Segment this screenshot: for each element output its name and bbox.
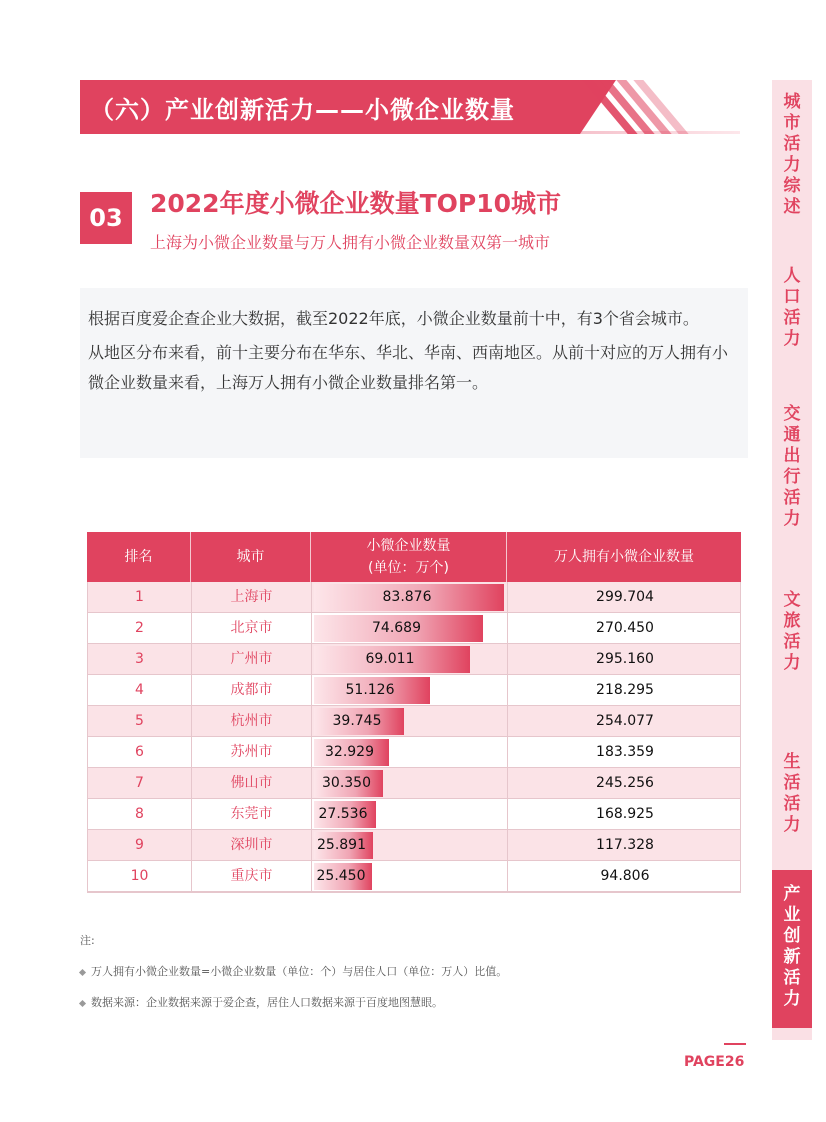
cell-rank: 5 — [88, 706, 192, 737]
section-title: 2022年度小微企业数量TOP10城市 — [150, 189, 561, 218]
cell-city: 上海市 — [192, 582, 312, 613]
cell-city: 广州市 — [192, 644, 312, 675]
cell-rank: 10 — [88, 861, 192, 892]
header-count-line2: (单位：万个) — [368, 560, 449, 576]
cell-count — [312, 830, 508, 861]
sidenav-item-2[interactable] — [772, 404, 812, 530]
cell-rank: 1 — [88, 582, 192, 613]
table-row — [88, 737, 740, 768]
section-subtitle: 上海为小微企业数量与万人拥有小微企业数量双第一城市 — [150, 233, 551, 252]
count-value: 27.536 — [318, 806, 368, 822]
intro-paragraph-2: 从地区分布来看，前十主要分布在华东、华北、华南、西南地区。从前十对应的万人拥有小微企业数量来看，上海万人拥有小微企业数量排名第一。 — [88, 343, 729, 392]
cell-count — [312, 861, 508, 892]
cell-city: 北京市 — [192, 613, 312, 644]
sidenav-item-3[interactable] — [772, 590, 812, 674]
cell-rank: 9 — [88, 830, 192, 861]
count-value: 25.891 — [317, 837, 366, 853]
cell-count — [312, 768, 508, 799]
page-title: （六）产业创新活力——小微企业数量 — [90, 96, 515, 124]
count-value: 32.929 — [325, 744, 374, 760]
count-value: 83.876 — [382, 589, 432, 605]
cell-per-capita: 117.328 — [596, 837, 654, 853]
note-text-1: 万人拥有小微企业数量=小微企业数量（单位：个）与居住人口（单位：万人）比值。 — [91, 965, 508, 978]
cell-city: 重庆市 — [192, 861, 312, 892]
sidenav-item-0[interactable] — [772, 92, 812, 218]
cell-city: 深圳市 — [192, 830, 312, 861]
sidenav-item-label: 交通出行活力 — [783, 404, 801, 529]
table-row — [88, 861, 740, 892]
cell-per-capita: 183.359 — [596, 744, 654, 760]
note-item-1 — [80, 963, 507, 979]
cell-city: 佛山市 — [192, 768, 312, 799]
table-row — [88, 582, 740, 613]
sidenav-item-label: 人口活力 — [783, 266, 801, 349]
table-row — [88, 799, 740, 830]
header-banner — [80, 80, 740, 134]
cell-rank: 7 — [88, 768, 192, 799]
table-row — [88, 706, 740, 737]
cell-count — [312, 582, 508, 613]
bullet-icon — [79, 999, 86, 1006]
header-count-line1: 小微企业数量 — [366, 538, 451, 554]
count-value: 51.126 — [345, 682, 395, 698]
cell-count — [312, 613, 508, 644]
sidenav-item-label: 文旅活力 — [783, 590, 801, 673]
bullet-icon — [79, 968, 86, 975]
note-text-2: 数据来源：企业数据来源于爱企查，居住人口数据来源于百度地图慧眼。 — [91, 996, 443, 1009]
cell-count — [312, 799, 508, 830]
cell-city: 杭州市 — [192, 706, 312, 737]
cell-per-capita: 299.704 — [596, 589, 654, 605]
table-row — [88, 675, 740, 706]
table-row — [88, 613, 740, 644]
cell-per-capita: 245.256 — [596, 775, 654, 791]
cell-rank: 6 — [88, 737, 192, 768]
sidenav-item-1[interactable] — [772, 266, 812, 350]
table-header — [87, 532, 741, 582]
cell-count — [312, 675, 508, 706]
cell-rank: 3 — [88, 644, 192, 675]
cell-count — [312, 644, 508, 675]
cell-rank: 8 — [88, 799, 192, 830]
cell-per-capita: 295.160 — [596, 651, 654, 667]
cell-count — [312, 706, 508, 737]
note-item-2 — [80, 994, 443, 1010]
cell-per-capita: 270.450 — [596, 620, 654, 636]
side-navigation — [772, 80, 812, 1040]
table-row — [88, 830, 740, 861]
table-body — [87, 582, 741, 893]
sidenav-item-label: 产业创新活力 — [783, 884, 801, 1009]
table-row — [88, 768, 740, 799]
table-row — [88, 644, 740, 675]
header-per-capita: 万人拥有小微企业数量 — [554, 549, 694, 565]
page-divider — [724, 1043, 746, 1045]
page-number: PAGE26 — [684, 1054, 745, 1070]
cell-per-capita: 218.295 — [596, 682, 654, 698]
count-value: 25.450 — [316, 868, 366, 884]
count-value: 30.350 — [322, 775, 371, 791]
count-value: 74.689 — [372, 620, 421, 636]
sidenav-item-4[interactable] — [772, 752, 812, 836]
sidenav-item-label: 城市活力综述 — [783, 92, 801, 217]
intro-paragraph-1: 根据百度爱企查企业大数据，截至2022年底，小微企业数量前十中，有3个省会城市。 — [88, 309, 699, 328]
cell-per-capita: 168.925 — [596, 806, 654, 822]
cell-city: 东莞市 — [192, 799, 312, 830]
cell-per-capita: 254.077 — [596, 713, 654, 729]
count-value: 39.745 — [332, 713, 382, 729]
section-number: 03 — [80, 192, 132, 244]
cell-count — [312, 737, 508, 768]
header-city: 城市 — [191, 532, 311, 582]
cell-per-capita: 94.806 — [600, 868, 650, 884]
cell-city: 苏州市 — [192, 737, 312, 768]
cell-rank: 2 — [88, 613, 192, 644]
count-value: 69.011 — [365, 651, 415, 667]
header-count — [311, 532, 507, 582]
cell-city: 成都市 — [192, 675, 312, 706]
header-rank: 排名 — [87, 532, 191, 582]
cell-rank: 4 — [88, 675, 192, 706]
top10-table — [87, 532, 741, 893]
sidenav-item-label: 生活活力 — [783, 752, 801, 835]
notes-label: 注: — [80, 934, 95, 947]
sidenav-item-5[interactable] — [772, 870, 812, 1028]
intro-box — [80, 288, 748, 458]
